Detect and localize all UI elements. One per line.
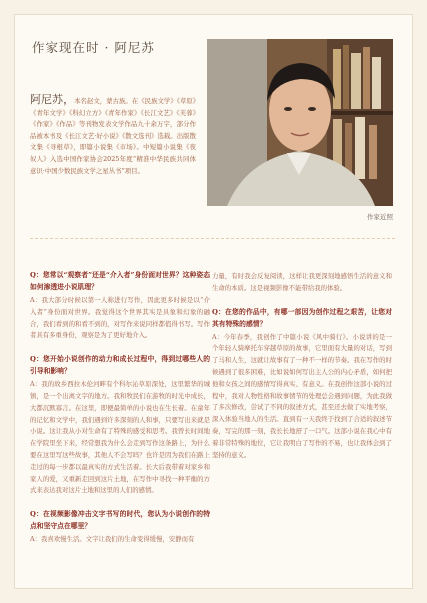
answer-4: A：今年春季，我创作了中篇小说《风中骑行》。小说讲的是一个年轻人骑摩托车穿越草原的故事，它里面有大量的对话，写到了马和人生，这就让故事有了一种不一样的节奏。我在写作的时候遇到了很多困难，比如说如何写出主人公的内心矛盾，如何把他和女孩之间的感情写得真实、有意义。在我创作这部小说的过程中，我对人物性格和故事情节的处理总会遇到问题，为此我做了多次修改，尝试了不同的叙述方式，甚至还去做了实地考察，深入体验当地人的生活。直到有一天我终于找到了合适的叙述节奏，写完的那一刻，我长长地舒了一口气。这部小说在我心中有着非常特殊的地位，它让我明白了写作的不易，也让我体会到了坚持的意义。: [212, 332, 392, 459]
author-intro: [30, 94, 196, 177]
answer-1: A：我大部分时候以第一人称进行写作，因此更多时候是以“介入者”身份面对世界。我觉得这个世界其实是具象和幻象的融合，我们看到的和看不到的，对写作来说同样都值得书写。写作者具有多重身份，观察是为了更好地介入。: [30, 296, 210, 340]
author-photo-illustration: [207, 39, 393, 206]
interview-column-right: [212, 271, 392, 472]
question-2: Q：您开始小说创作的动力和成长过程中，得到过哪些人的引导和影响？: [30, 355, 210, 376]
section-divider: [30, 238, 395, 239]
author-photo: [207, 39, 393, 206]
question-1: Q：您常以“观察者”还是“介入者”身份面对世界？这种姿态如何渗透进小说肌理？: [30, 271, 210, 291]
question-4: Q：在您的作品中，有哪一部因为创作过程之艰苦，让您对其有特殊的感情？: [212, 307, 392, 328]
page-title: 作家现在时 · 阿尼苏: [32, 40, 155, 55]
author-name: 阿尼苏，: [30, 93, 75, 106]
photo-caption: 作家近照: [367, 213, 393, 221]
answer-3-continued: 力量，有时我会反复阅读，这样让我更深刻地感悟生活的意义和生命的本质。这是视频影像不能带给我的体验。: [212, 272, 392, 292]
interview-column-left: [30, 269, 210, 557]
answer-2: A：我的故乡西拉木伦河畔有个科尔沁草原深处，这里繁华的城镇，是一个出离文字的地方。我和牧民们在游牧的时光中成长，大都沉默寡言。在这里，即便最简单的小说也在生长着。在童年的记忆和文学中，我们遇到许多深刻的人和事，只要写出来就是小说。这让我从小对生命有了特殊的感受和思考。我曾长时间地在学院里坐下来，经常想我为什么会走到写作这条路上，为什么要在这里写这些故事，其他人不会写吗？也许是因为我们在路上走过的每一步都以最真实的方式生活着。长大后我带着对家乡和家人的爱，又重新走回到这片土地，在写作中寻找一种平衡的方式来表达我对这片土地和这里的人们的感情。: [30, 380, 210, 495]
question-3: Q：在视频影像冲击文字书写的时代，您认为小说创作的特点和坚守点在哪里？: [30, 510, 210, 531]
author-intro-text: 本名赵文，蒙古族。在《民族文学》《草原》《青年文学》《科幻立方》《青年作家》《长江文艺》《芙蓉》《作家》《作品》等刊物发表文学作品九十余万字，部分作品被本书及《长江文艺·好小说》《散文选刊》选载。出版散文集《寻根草》，即篇小说集《市场》。中短篇小说集《夜奴人》入选中国作家协会2025年度“精准中华民族共同体意识·中国少数民族文学之星丛书”项目。: [30, 97, 196, 175]
answer-3: A：我喜欢慢生活。文字让我们的生命变得缓慢，安静而有: [30, 535, 195, 544]
